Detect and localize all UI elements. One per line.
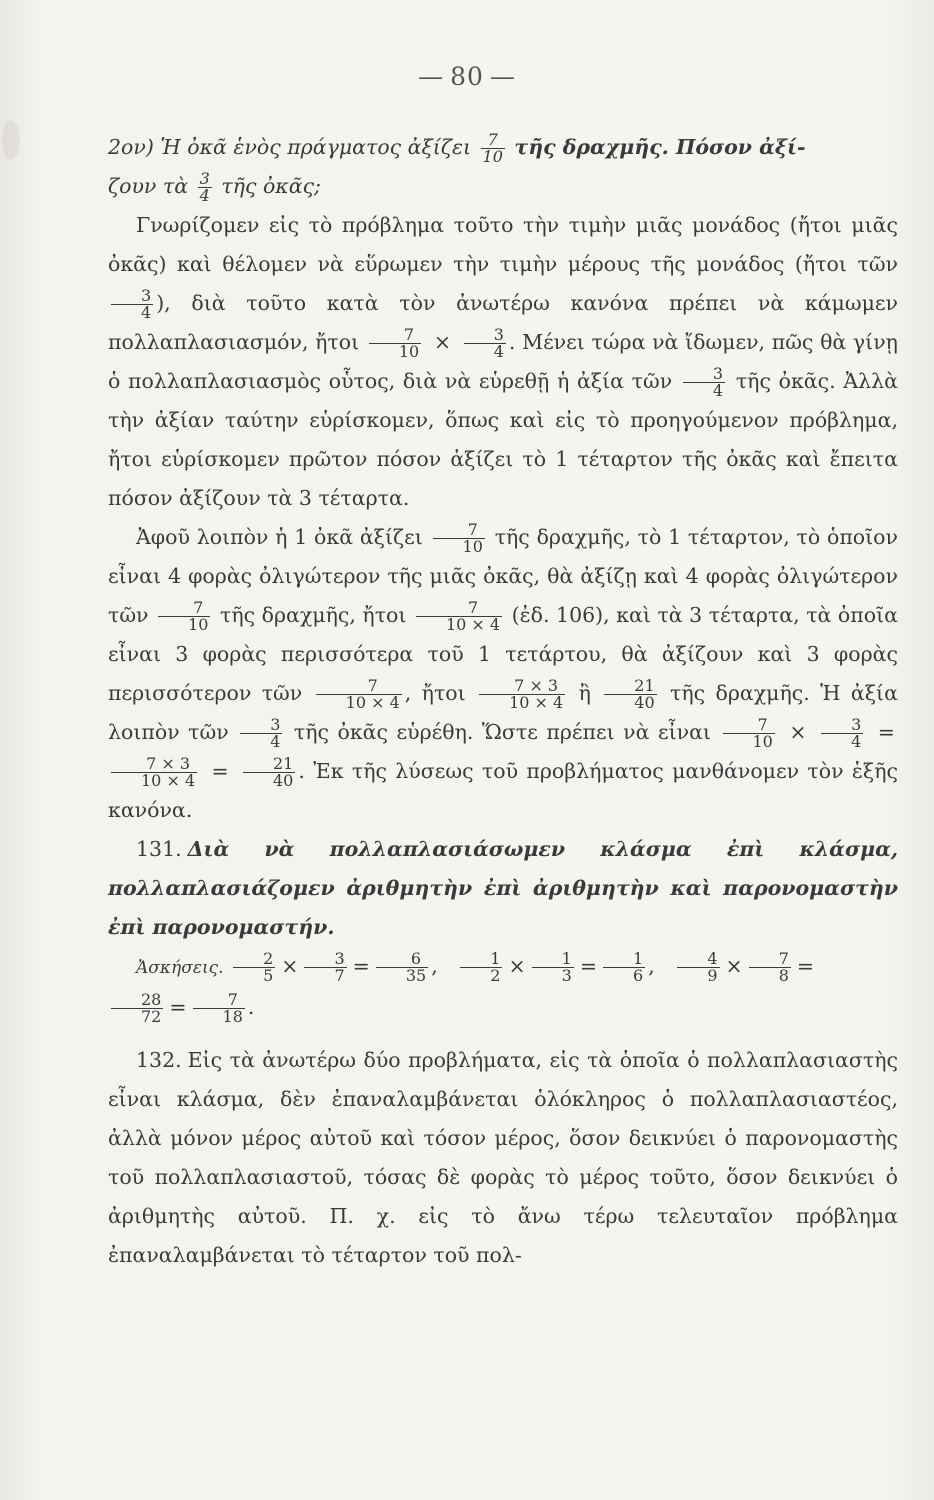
- fraction-numerator: 3: [821, 717, 863, 734]
- math-operator: =: [352, 954, 370, 978]
- text-run: ), διὰ τοῦτο κατὰ τὸν ἀνωτέρω κανόνα πρέπει νὰ κάμωμεν πολλαπλασιασμόν, ἤτοι: [108, 291, 898, 354]
- problem-text: τῆς ὀκᾶς;: [221, 174, 321, 198]
- fraction-numerator: 4: [677, 951, 719, 968]
- fraction-denominator: 10: [398, 342, 420, 361]
- fraction-denominator: 4: [270, 732, 281, 751]
- fraction-denominator: 3: [561, 966, 572, 985]
- fraction-denominator: 9: [707, 966, 718, 985]
- fraction-denominator: 5: [263, 966, 274, 985]
- math-operator: =: [579, 954, 598, 978]
- fraction-denominator: 10: [752, 732, 773, 751]
- fraction: [316, 678, 402, 711]
- fraction: [749, 951, 791, 984]
- fraction-denominator: 4: [199, 186, 210, 205]
- text-run: τῆς ὀκᾶς. Ἀλλὰ τὴν ἀξίαν ταύτην εὑρίσκομεν, ὅπως καὶ εἰς τὸ προηγούμενον πρόβλημα, ἤτοι εὑρίσκομεν πρῶτον πόσον ἀξίζει τὸ 1 τέταρτον τῆς ὀκᾶς καὶ ἔπειτα πόσον ἀξίζουν τὰ 3 τέταρτα.: [108, 369, 898, 510]
- fraction-numerator: 6: [376, 951, 428, 968]
- fraction-denominator: 8: [778, 966, 789, 985]
- fraction-denominator: 4: [712, 381, 724, 400]
- fraction-numerator: 1: [532, 951, 574, 968]
- fraction-numerator: 7 × 3: [111, 756, 197, 773]
- fraction-numerator: 3: [683, 366, 725, 383]
- fraction: [464, 327, 506, 360]
- fraction-denominator: 4: [141, 303, 152, 322]
- text-run: Ἀφοῦ λοιπὸν ἡ 1 ὀκᾶ ἀξίζει: [136, 525, 423, 549]
- fraction-numerator: 3: [464, 327, 506, 344]
- section-number: 131.: [136, 837, 182, 861]
- math-operator: ×: [281, 954, 299, 978]
- fraction-numerator: 1: [603, 951, 645, 968]
- fraction-denominator: 7: [334, 966, 345, 985]
- math-operator: ×: [789, 720, 807, 744]
- text-run: τῆς δραχμῆς, ἤτοι: [219, 603, 407, 627]
- fraction-denominator: 72: [141, 1007, 162, 1026]
- fraction: [304, 951, 346, 984]
- fraction-denominator: 10 × 4: [445, 615, 501, 634]
- fraction-denominator: 40: [273, 771, 294, 790]
- text-run: , ἤτοι: [404, 681, 466, 705]
- problem-text: τῆς δραχμῆς. Πόσον ἀξί-: [514, 135, 806, 159]
- math-operator: =: [169, 995, 187, 1019]
- fraction-numerator: 3: [304, 951, 346, 968]
- math-operator: =: [211, 759, 229, 783]
- fraction: [111, 288, 153, 321]
- rule-text: Διὰ νὰ πολλαπλασιάσωμεν κλάσμα ἐπὶ κλάσμα, πολλαπλασιάζομεν ἀριθμητὴν ἐπὶ ἀριθμητὴν καὶ παρονομαστὴν ἐπὶ παρονομαστήν.: [108, 837, 898, 939]
- fraction-numerator: 2: [233, 951, 275, 968]
- fraction: [460, 951, 502, 984]
- fraction: [603, 951, 645, 984]
- fraction-numerator: 28: [111, 992, 163, 1009]
- page-number: — 80 —: [418, 62, 516, 91]
- fraction-numerator: 7: [416, 600, 502, 617]
- fraction: [677, 951, 719, 984]
- fraction: [111, 992, 163, 1025]
- fraction: [416, 600, 502, 633]
- fraction-numerator: 7: [723, 717, 775, 734]
- section-number: 132.: [136, 1048, 182, 1072]
- fraction: [376, 951, 428, 984]
- fraction-numerator: 21: [604, 678, 656, 695]
- fraction: [604, 678, 656, 711]
- fraction-denominator: 10 × 4: [141, 771, 196, 790]
- fraction: [433, 522, 485, 555]
- fraction: [243, 756, 295, 789]
- fraction: [111, 756, 197, 789]
- fraction-numerator: 3: [199, 169, 210, 188]
- page-body: [108, 128, 898, 1275]
- page-number-text: 80: [450, 62, 484, 91]
- fraction: [240, 717, 282, 750]
- fraction: [233, 951, 275, 984]
- paragraph-solution: [108, 518, 898, 830]
- fraction: [198, 171, 212, 204]
- math-operator: =: [877, 720, 895, 744]
- text-run: Γνωρίζομεν εἰς τὸ πρόβλημα τοῦτο τὴν τιμὴν μιᾶς μονάδος (ἤτοι μιᾶς ὀκᾶς) καὶ θέλομεν νὰ εὕρωμεν τὴν τιμὴν μέρους τῆς μονάδος (ἤτοι τῶν: [108, 213, 898, 276]
- fraction-denominator: 2: [490, 966, 501, 985]
- fraction: [193, 992, 245, 1025]
- math-operator: ×: [433, 330, 452, 354]
- fraction: [821, 717, 863, 750]
- fraction: [532, 951, 574, 984]
- page-stain: [2, 120, 20, 160]
- fraction: [479, 678, 565, 711]
- fraction-numerator: 21: [243, 756, 295, 773]
- text-run: τῆς δραχμῆς. Ἡ ἀξία λοιπὸν τῶν: [108, 681, 898, 744]
- fraction: [481, 132, 505, 165]
- math-operator: ×: [508, 954, 526, 978]
- problem-text: ζουν τὰ: [108, 174, 189, 198]
- text-run: (ἐδ. 106), καὶ τὰ 3 τέταρτα, τὰ ὁποῖα εἶναι 3 φορὰς περισσότερα τοῦ 1 τετάρτου, θὰ ἀξίζουν καὶ 3 φορὰς περισσότερον τῶν: [108, 603, 898, 705]
- fraction-numerator: 7: [316, 678, 402, 695]
- fraction: [683, 366, 725, 399]
- text-run: ,: [648, 954, 655, 978]
- paragraph-text: Εἰς τὰ ἀνωτέρω δύο προβλήματα, εἰς τὰ ὁποῖα ὁ πολλαπλασιαστὴς εἶναι κλάσμα, δὲν ἐπαναλαμβάνεται ὁλόκληρος ὁ πολλαπλασιαστέος, ἀλλὰ μόνον μέρος αὐτοῦ καὶ τόσον μέρος, ὅσον δεικνύει ὁ παρονομαστὴς τοῦ πολλαπλασιαστοῦ, τόσας δὲ φορὰς τὸ μέρος τοῦτο, ὅσον δεικνύει ὁ ἀριθμητὴς αὐτοῦ. Π. χ. εἰς τὸ ἄνω τέρω τελευταῖον πρόβλημα ἐπαναλαμβάνεται τὸ τέταρτον τοῦ πολ-: [108, 1048, 898, 1267]
- math-operator: =: [796, 954, 815, 978]
- math-operator: ×: [725, 954, 743, 978]
- fraction-numerator: 7: [158, 600, 210, 617]
- fraction-denominator: 4: [851, 732, 862, 751]
- fraction-denominator: 10: [188, 615, 209, 634]
- fraction-denominator: 10: [482, 147, 503, 166]
- fraction-numerator: 7 × 3: [479, 678, 565, 695]
- text-run: τῆς δραχμῆς, τὸ 1 τέταρτον, τὸ ὁποῖον εἶναι 4 φορὰς ὀλιγώτερον τῆς μιᾶς ὀκᾶς, θὰ ἀξίζῃ καὶ 4 φορὰς ὀλιγώτερον τῶν: [108, 525, 898, 627]
- fraction-denominator: 35: [405, 966, 427, 985]
- fraction-numerator: 3: [111, 288, 153, 305]
- exercises: [108, 947, 898, 1027]
- fraction: [158, 600, 210, 633]
- text-run: ,: [431, 954, 438, 978]
- fraction-denominator: 10 × 4: [509, 693, 564, 712]
- fraction-numerator: 3: [240, 717, 282, 734]
- rule-131: [108, 830, 898, 947]
- fraction-denominator: 10: [462, 537, 483, 556]
- text-run: . Μένει τώρα νὰ ἴδωμεν, πῶς θὰ γίνῃ ὁ πολλαπλασιασμὸς οὗτος, διὰ νὰ εὑρεθῇ ἡ ἀξία τῶν: [108, 330, 898, 393]
- fraction: [369, 327, 421, 360]
- fraction: [723, 717, 775, 750]
- fraction-numerator: 7: [433, 522, 485, 539]
- fraction-numerator: 7: [749, 951, 791, 968]
- fraction-denominator: 18: [222, 1007, 243, 1026]
- fraction-numerator: 7: [193, 992, 245, 1009]
- paragraph-132: [108, 1041, 898, 1275]
- problem-text: Ἡ ὀκᾶ ἑνὸς πράγματος ἀξίζει: [160, 135, 471, 159]
- fraction-denominator: 10 × 4: [345, 693, 400, 712]
- text-run: τῆς ὀκᾶς εὑρέθη. Ὥστε πρέπει νὰ εἶναι: [293, 720, 711, 744]
- text-run: . Ἐκ τῆς λύσεως τοῦ προβλήματος μανθάνομεν τὸν ἑξῆς κανόνα.: [108, 759, 898, 822]
- fraction-denominator: 6: [633, 966, 644, 985]
- text-run: .: [247, 995, 255, 1019]
- fraction-numerator: 7: [481, 132, 505, 149]
- fraction-numerator: 7: [369, 327, 421, 344]
- text-run: ἢ: [578, 681, 591, 705]
- fraction-numerator: 1: [460, 951, 502, 968]
- problem-label: 2ον): [108, 135, 154, 159]
- paragraph-explanation: [108, 206, 898, 518]
- exercises-label: Ἀσκήσεις.: [136, 958, 224, 978]
- fraction-denominator: 4: [493, 342, 504, 361]
- fraction-denominator: 40: [634, 693, 655, 712]
- problem-2: [108, 128, 898, 206]
